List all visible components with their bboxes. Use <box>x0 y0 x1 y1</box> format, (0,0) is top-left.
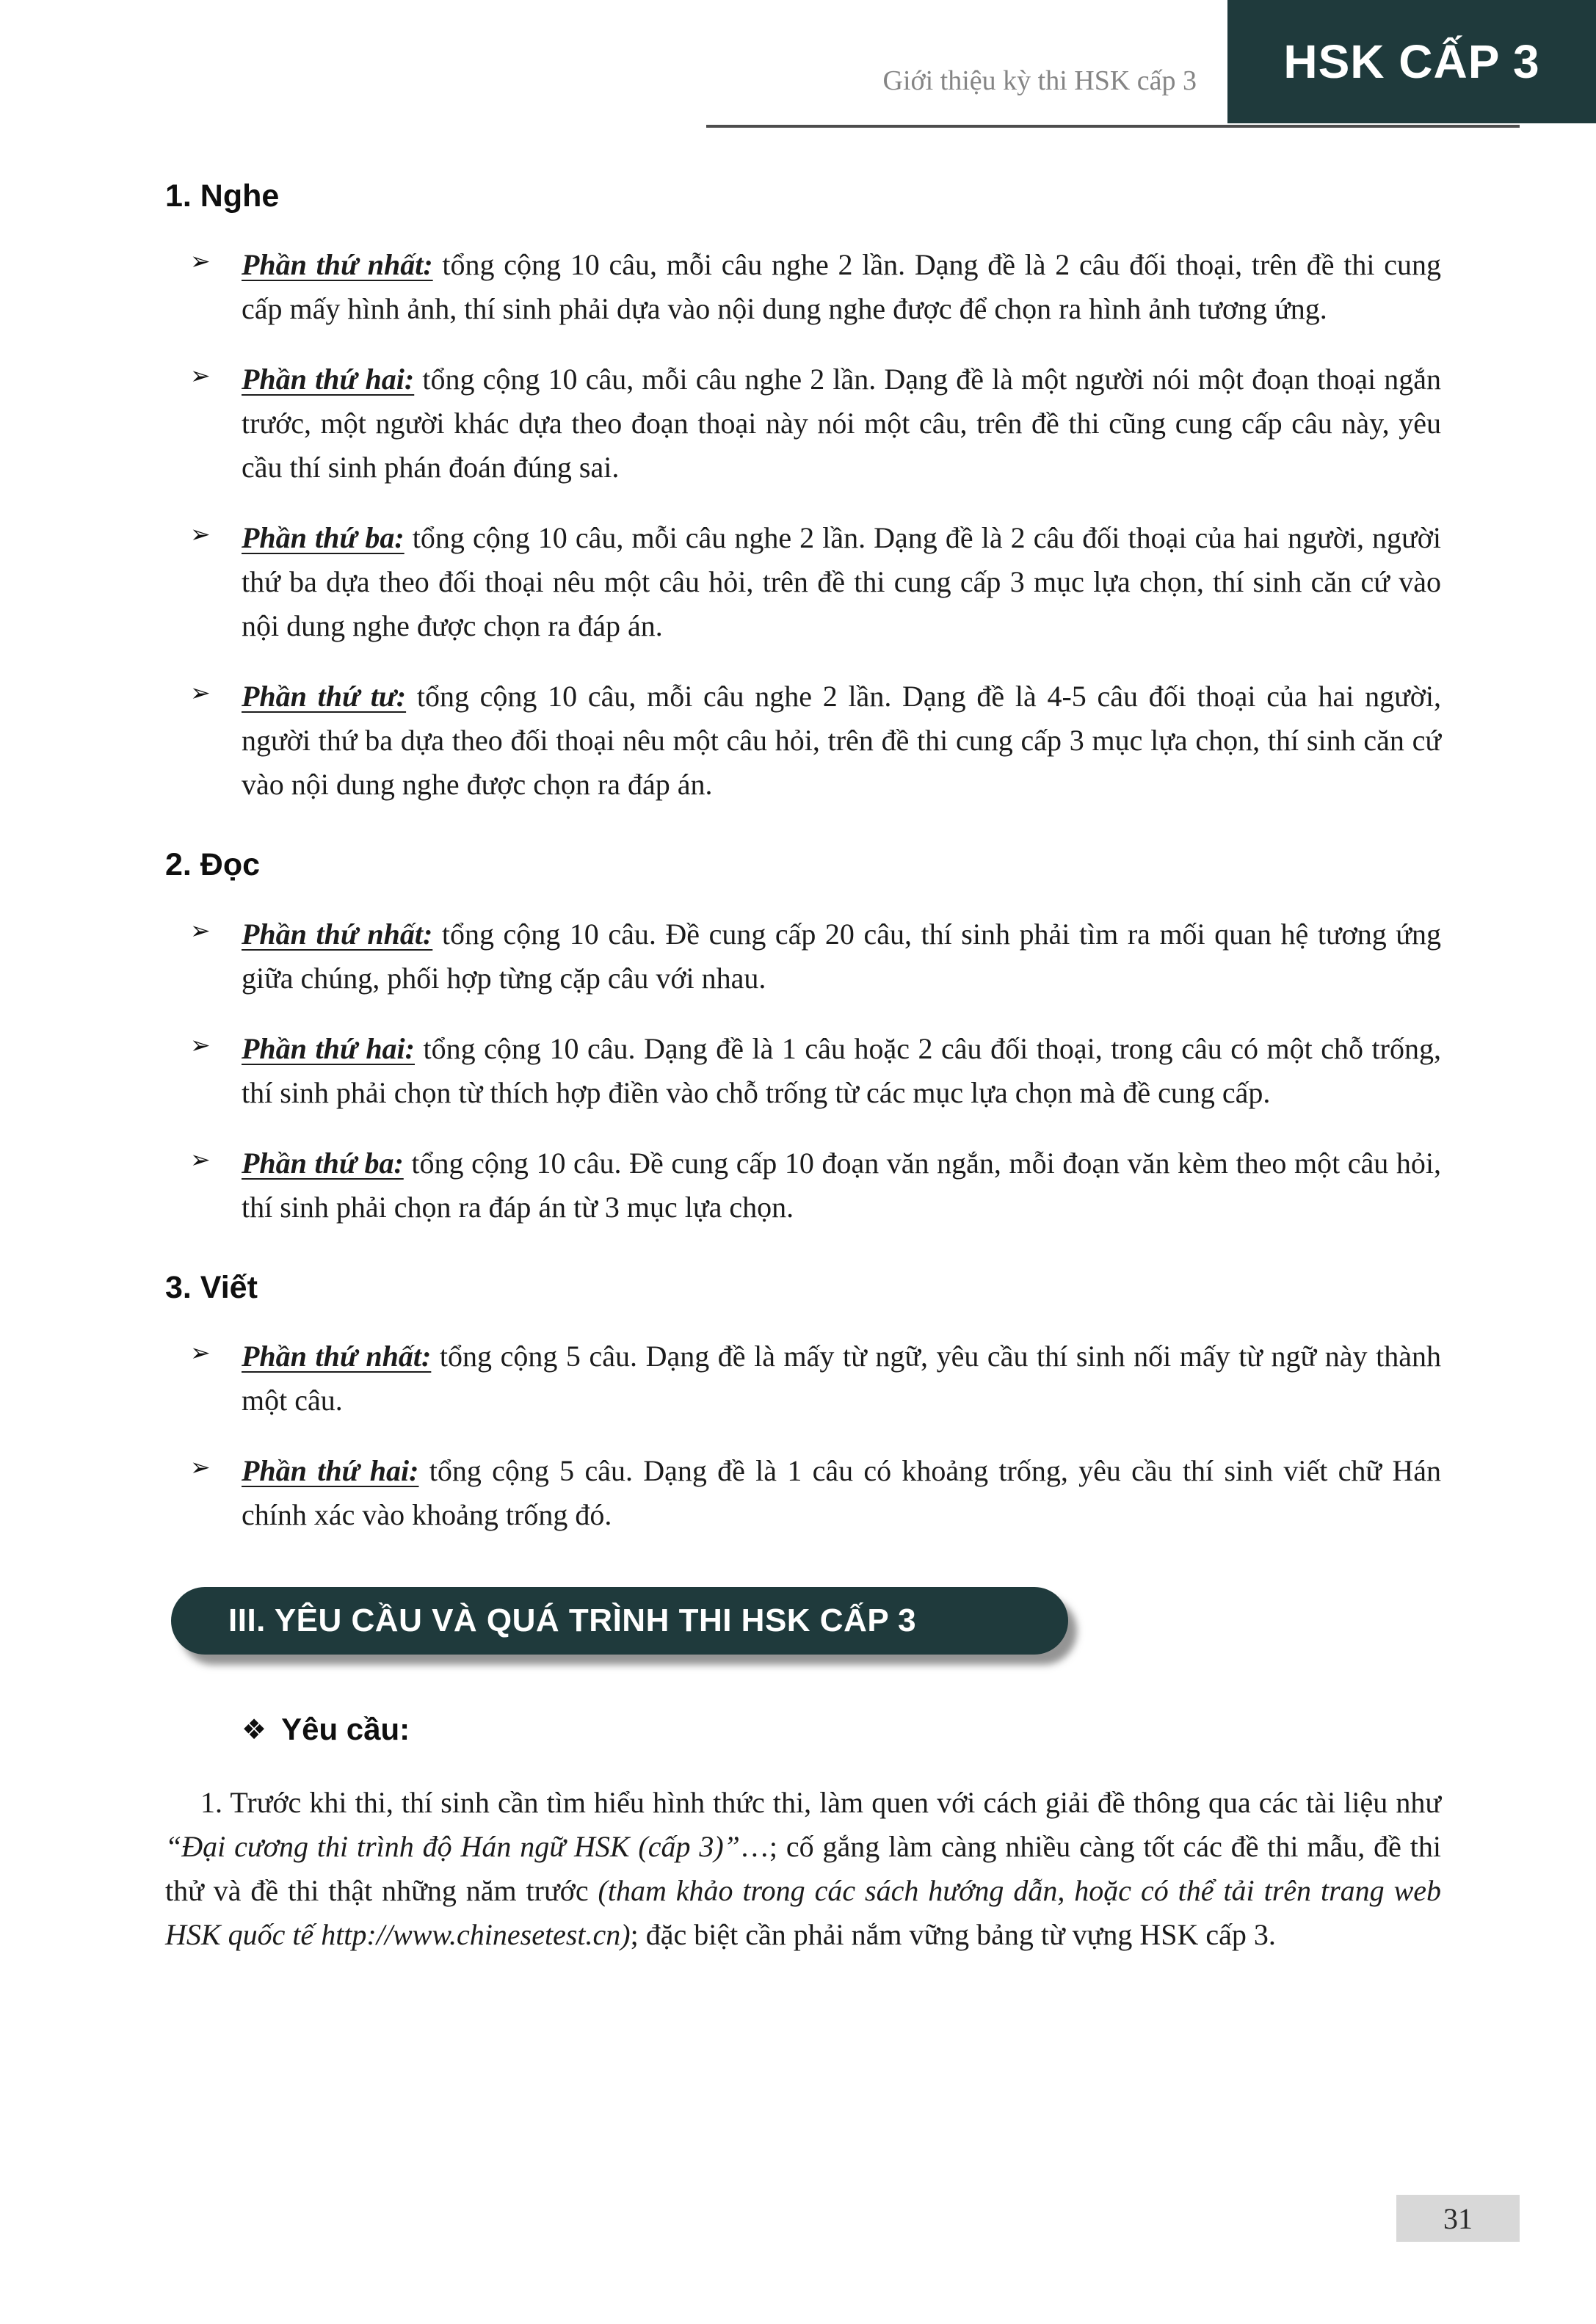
item-text: tổng cộng 10 câu, mỗi câu nghe 2 lần. Dạng đề là 2 câu đối thoại, trên đề thi cung cấp mấy hình ảnh, thí sinh phải dựa vào nội dung nghe được để chọn ra hình ảnh tương ứng. <box>242 248 1442 326</box>
item-text: tổng cộng 5 câu. Dạng đề là mấy từ ngữ, yêu cầu thí sinh nối mấy từ ngữ này thành một câu. <box>242 1339 1442 1417</box>
item-label: Phần thứ hai: <box>242 1453 419 1487</box>
item-text: tổng cộng 10 câu, mỗi câu nghe 2 lần. Dạng đề là 2 câu đối thoại của hai người, người thứ ba dựa theo đối thoại nêu một câu hỏi, trên đề thi cung cấp 3 mục lựa chọn, thí sinh căn cứ vào nội dung nghe được chọn ra đáp án. <box>242 521 1442 643</box>
diamond-bullet-icon: ❖ <box>242 1713 267 1746</box>
list-item <box>165 675 1441 807</box>
page-number-value: 31 <box>1443 2201 1473 2235</box>
item-label: Phần thứ nhất: <box>242 917 433 951</box>
running-title: Giới thiệu kỳ thi HSK cấp 3 <box>882 65 1197 96</box>
list-item <box>165 1335 1441 1423</box>
yeu-cau-subheading <box>242 1712 1441 1747</box>
section-list-doc <box>165 912 1441 1230</box>
arrow-bullet-icon: ➢ <box>190 915 211 945</box>
subheading-label: Yêu cầu: <box>281 1711 410 1746</box>
section-title-doc: 2. Đọc <box>165 847 261 883</box>
hsk-level-badge: HSK CẤP 3 <box>1227 0 1596 123</box>
item-label: Phần thứ hai: <box>242 1031 415 1065</box>
paragraph-segment-italic: (tham khảo trong các sách hướng dẫn, hoặc có thể tải trên trang web HSK quốc tế http://www.chinesetest.cn) <box>165 1873 1441 1951</box>
item-label: Phần thứ nhất: <box>242 248 433 282</box>
item-text: tổng cộng 10 câu, mỗi câu nghe 2 lần. Dạng đề là 4-5 câu đối thoại của hai người, người thứ ba dựa theo đối thoại nêu một câu hỏi, trên đề thi cung cấp 3 mục lựa chọn, thí sinh căn cứ vào nội dung nghe được chọn ra đáp án. <box>242 680 1442 802</box>
paragraph-segment: ; đặc biệt cần phải nắm vững bảng từ vựng HSK cấp 3. <box>630 1917 1276 1951</box>
arrow-bullet-icon: ➢ <box>190 520 211 549</box>
item-label: Phần thứ nhất: <box>242 1339 432 1373</box>
arrow-bullet-icon: ➢ <box>190 678 211 708</box>
item-text: tổng cộng 10 câu. Dạng đề là 1 câu hoặc 2 câu đối thoại, trong câu có một chỗ trống, thí sinh phải chọn từ thích hợp điền vào chỗ trống từ các mục lựa chọn mà đề cung cấp. <box>242 1031 1441 1109</box>
section-banner <box>171 1587 1068 1655</box>
arrow-bullet-icon: ➢ <box>190 1452 211 1481</box>
arrow-bullet-icon: ➢ <box>190 361 211 391</box>
paragraph-segment-italic: “Đại cương thi trình độ Hán ngữ HSK (cấp 3)” <box>165 1829 740 1863</box>
requirements-paragraph <box>165 1781 1441 1957</box>
section-list-nghe <box>165 243 1441 807</box>
item-text: tổng cộng 5 câu. Dạng đề là 1 câu có khoảng trống, yêu cầu thí sinh viết chữ Hán chính xác vào khoảng trống đó. <box>242 1453 1442 1531</box>
section-list-viet <box>165 1335 1441 1537</box>
item-text: tổng cộng 10 câu. Đề cung cấp 10 đoạn văn ngắn, mỗi đoạn văn kèm theo một câu hỏi, thí sinh phải chọn ra đáp án từ 3 mục lựa chọn. <box>242 1146 1442 1224</box>
item-text: tổng cộng 10 câu, mỗi câu nghe 2 lần. Dạng đề là một người nói một đoạn thoại ngắn trước, một người khác dựa theo đoạn thoại này nói một câu, trên đề thi cũng cung cấp câu này, yêu cầu thí sinh phán đoán đúng sai. <box>242 363 1442 484</box>
list-item <box>165 1141 1441 1230</box>
list-item <box>165 1027 1441 1115</box>
section-title-nghe: 1. Nghe <box>165 178 280 214</box>
arrow-bullet-icon: ➢ <box>190 1030 211 1059</box>
item-label: Phần thứ hai: <box>242 363 415 396</box>
banner-title: III. YÊU CẦU VÀ QUÁ TRÌNH THI HSK CẤP 3 <box>228 1602 917 1638</box>
page-number <box>1396 2195 1520 2242</box>
arrow-bullet-icon: ➢ <box>190 1337 211 1367</box>
list-item <box>165 357 1441 490</box>
item-label: Phần thứ tư: <box>242 680 407 713</box>
list-item <box>165 1449 1441 1537</box>
page-content <box>165 128 1441 1957</box>
list-item <box>165 243 1441 331</box>
list-item <box>165 912 1441 1001</box>
list-item <box>165 516 1441 648</box>
arrow-bullet-icon: ➢ <box>190 1144 211 1174</box>
section-title-viet: 3. Viết <box>165 1269 258 1305</box>
item-label: Phần thứ ba: <box>242 521 405 555</box>
item-label: Phần thứ ba: <box>242 1146 404 1180</box>
paragraph-segment: …; cố gắng làm càng nhiều càng tốt các đề thi mẫu, đề thi thử và đề thi thật những năm trước <box>165 1829 1441 1907</box>
paragraph-segment: 1. Trước khi thi, thí sinh cần tìm hiểu hình thức thi, làm quen với cách giải đề thông qua các tài liệu như <box>200 1785 1441 1819</box>
item-text: tổng cộng 10 câu. Đề cung cấp 20 câu, thí sinh phải tìm ra mối quan hệ tương ứng giữa chúng, phối hợp từng cặp câu với nhau. <box>242 917 1441 995</box>
arrow-bullet-icon: ➢ <box>190 247 211 276</box>
